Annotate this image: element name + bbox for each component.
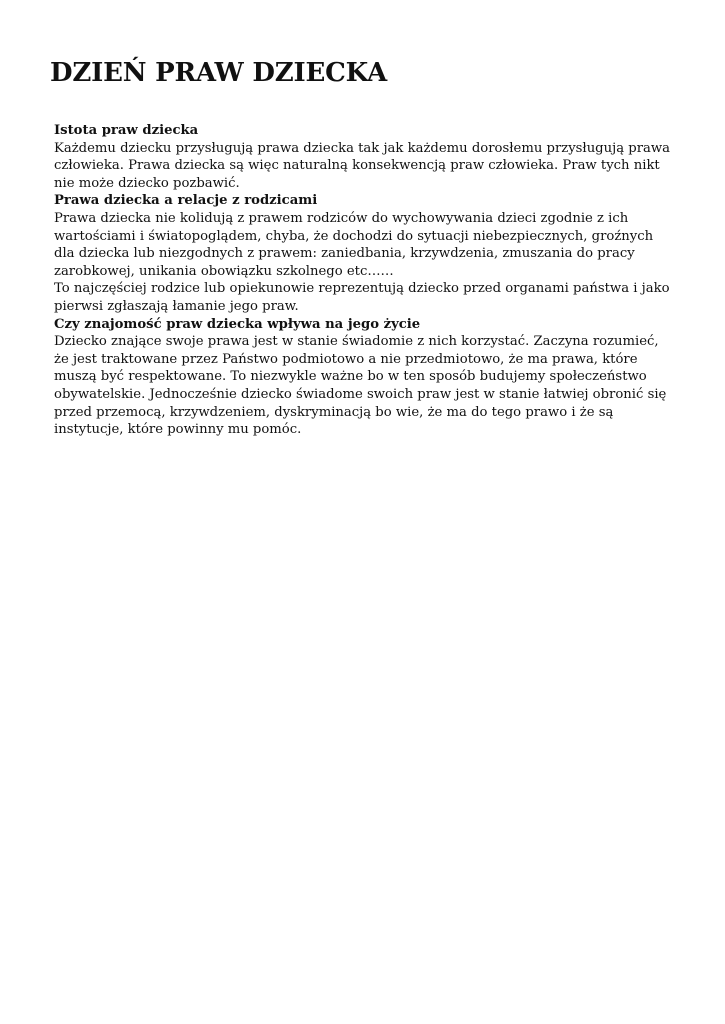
section-paragraph: Prawa dziecka nie kolidują z prawem rodziców do wychowywania dzieci zgodnie z ich wartościami i światopoglądem, chyba, że dochodzi do sytuacji niebezpiecznych, groźnych dla dziecka lub niezgodnych z prawem: zaniedbania, krzywdzenia, zmuszania do pracy zarobkowej, unikania obowiązku szkolnego etc…… xyxy=(54,210,654,279)
section-heading: Czy znajomość praw dziecka wpływa na jego życie xyxy=(54,316,421,332)
page-title: DZIEŃ PRAW DZIECKA xyxy=(50,58,387,88)
section-paragraph: Każdemu dziecku przysługują prawa dziecka tak jak każdemu dorosłemu przysługują prawa człowieka. Prawa dziecka są więc naturalną konsekwencją praw człowieka. Praw tych nikt nie może dziecko pozbawić. xyxy=(54,140,671,191)
section-paragraph: To najczęściej rodzice lub opiekunowie reprezentują dziecko przed organami państwa i jako pierwsi zgłaszają łamanie jego praw. xyxy=(54,281,670,314)
document-body xyxy=(54,122,674,439)
section-heading: Istota praw dziecka xyxy=(54,123,199,138)
section-heading: Prawa dziecka a relacje z rodzicami xyxy=(54,193,318,209)
section-paragraph: Dziecko znające swoje prawa jest w stanie świadomie z nich korzystać. Zaczyna rozumieć, że jest traktowane przez Państwo podmiotowo a nie przedmiotowo, że ma prawa, które muszą być respektowane. To niezwykle ważne bo w ten sposób budujemy społeczeństwo obywatelskie. Jednocześnie dziecko świadome swoich praw jest w stanie łatwiej obronić się przed przemocą, krzywdzeniem, dyskryminacją bo wie, że ma do tego prawo i że są instytucje, które powinny mu pomóc. xyxy=(54,334,667,438)
